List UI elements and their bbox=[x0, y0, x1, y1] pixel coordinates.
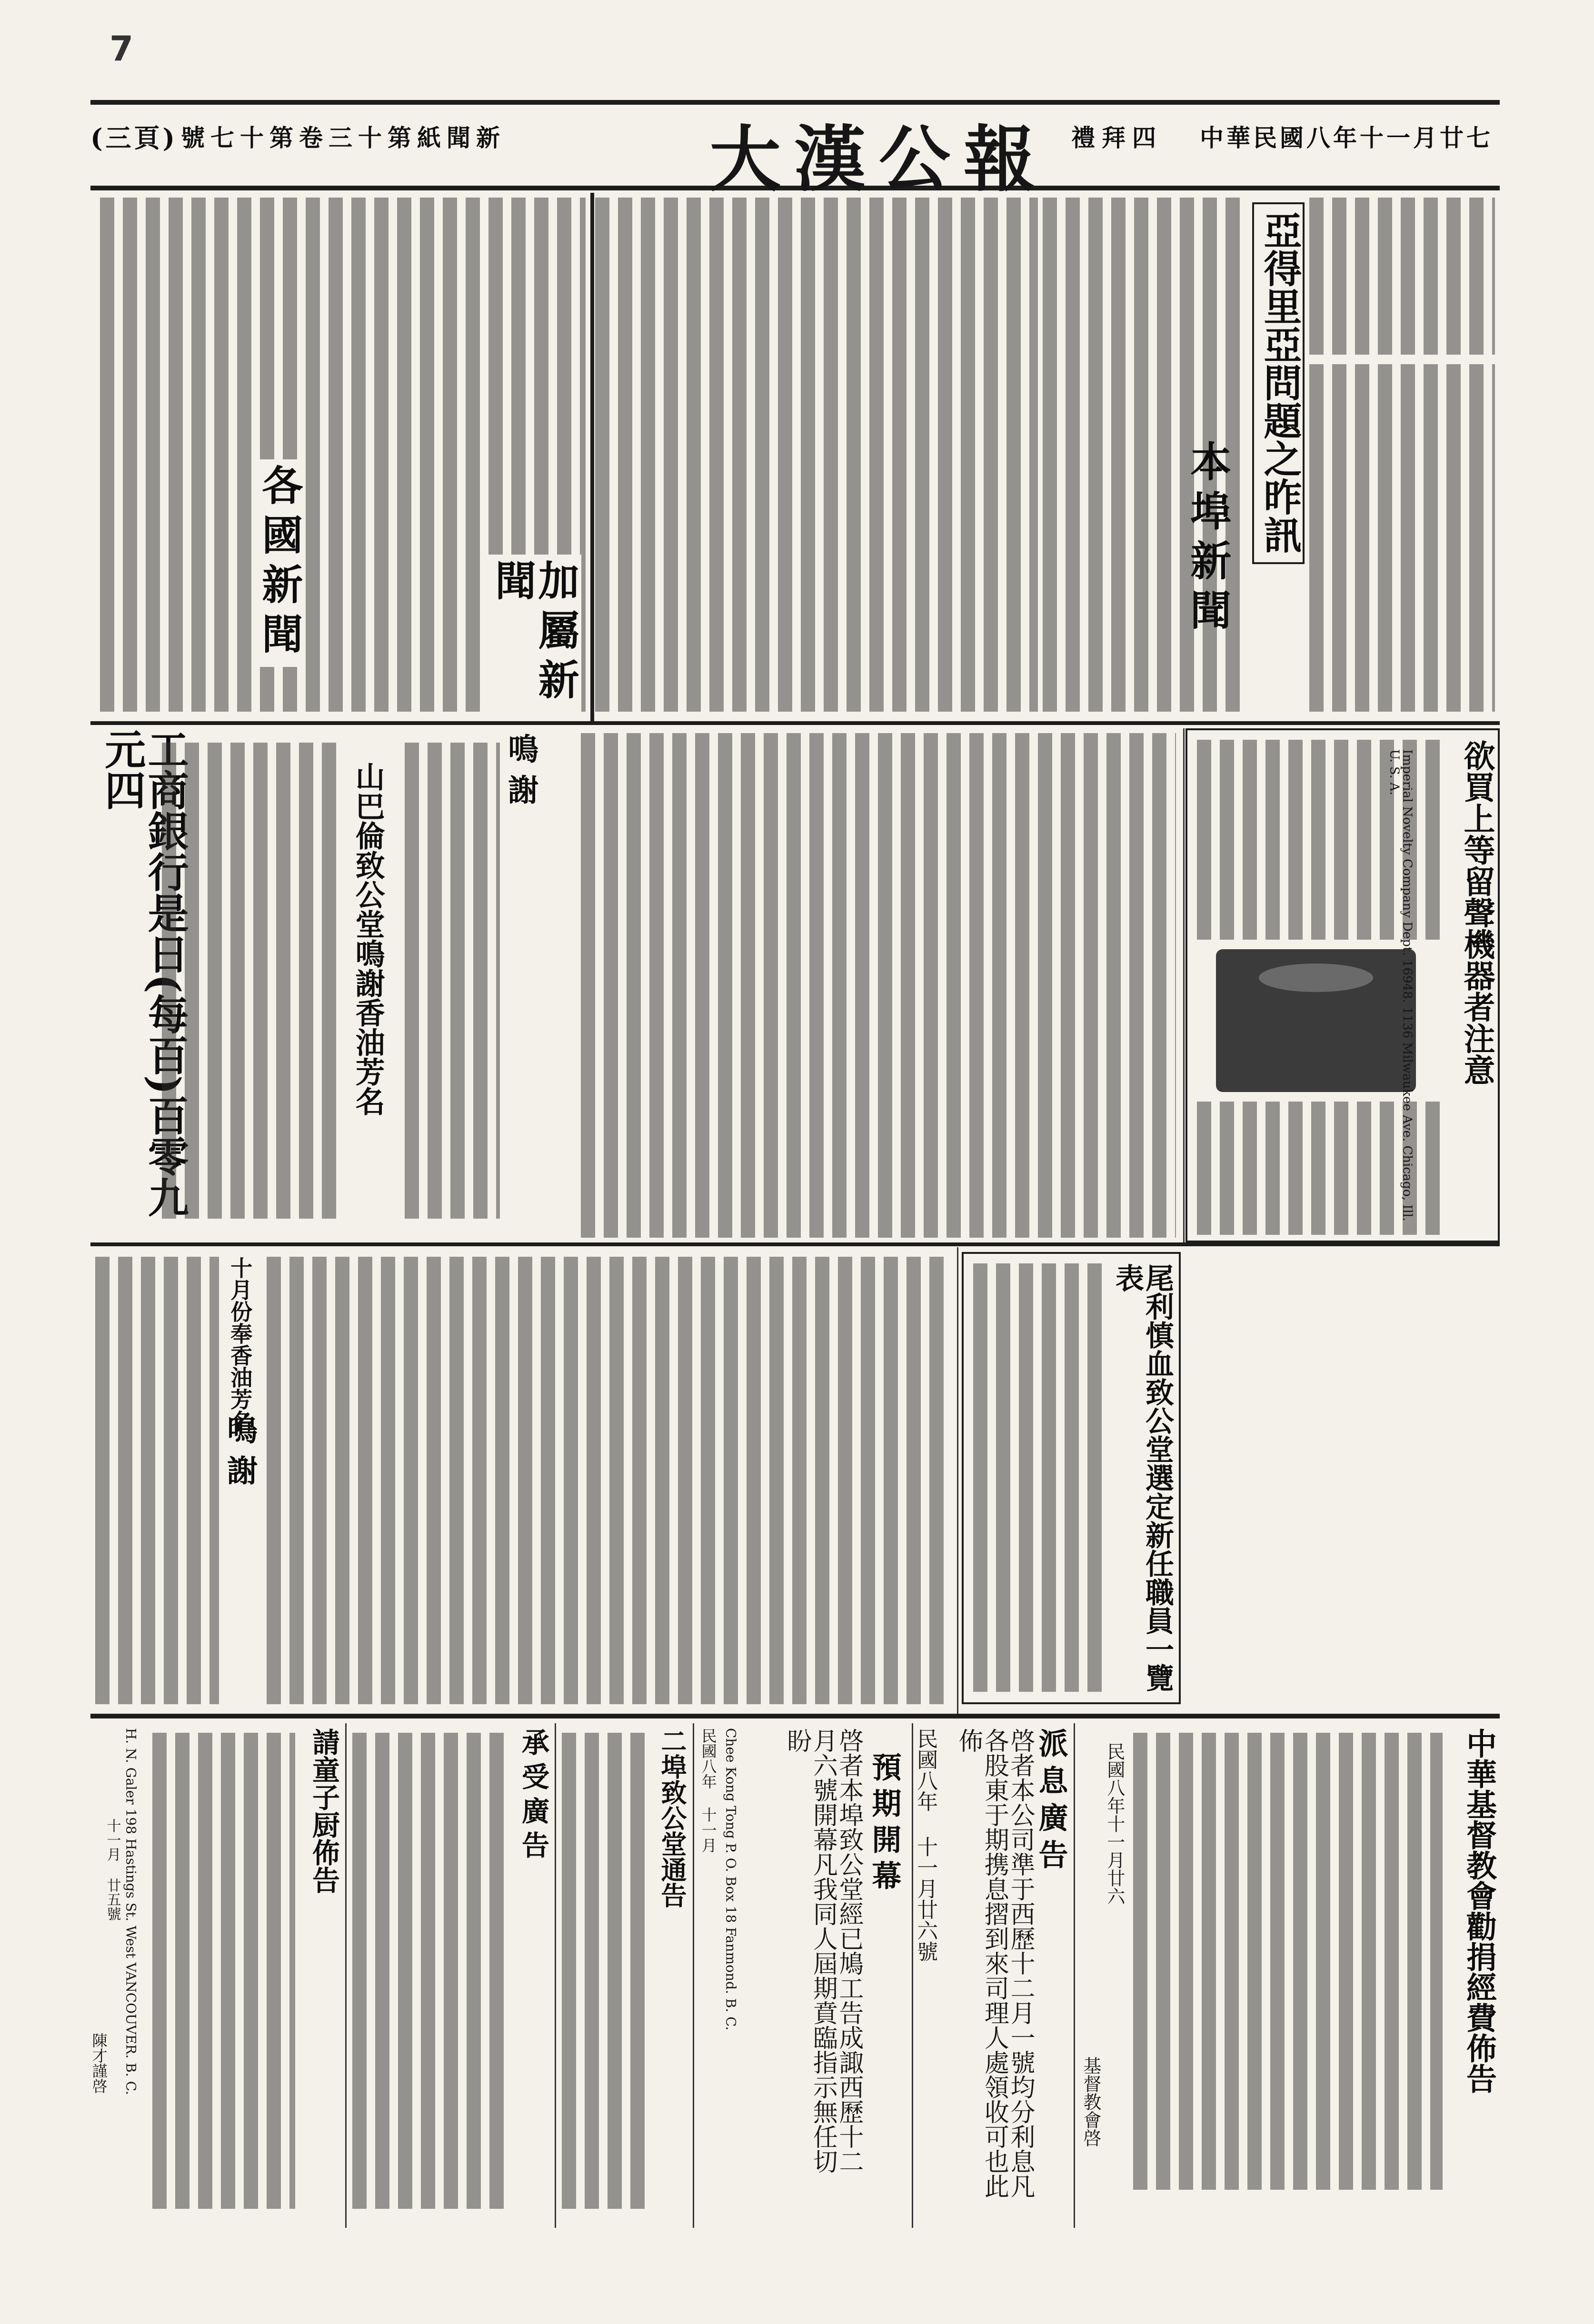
oil-donors-title: 十月份奉香油芳名 bbox=[227, 1257, 253, 1432]
lead-article-body bbox=[1309, 364, 1495, 712]
top-news-section bbox=[90, 193, 1500, 721]
local-notices-text bbox=[581, 733, 1176, 1238]
acceptance-text bbox=[352, 1733, 509, 2209]
preview-opening-notice bbox=[695, 1723, 905, 2228]
bank-rate-notice: 工商銀行是日(每百)百零九元四 bbox=[98, 728, 189, 1218]
dividend-notice bbox=[914, 1723, 1071, 2228]
thanks-text bbox=[405, 743, 500, 1219]
masthead bbox=[90, 100, 1500, 201]
oil-donors-list-2 bbox=[267, 1257, 952, 1704]
phonograph-address: Imperial Novelty Company Dept. 16948. 1136 Milwaukee Ave. Chicago, Ill. U. S. A. bbox=[1387, 749, 1415, 1222]
acceptance-title: 承受廣告 bbox=[517, 1728, 549, 1865]
incense-donors-title: 山巴倫致公堂鳴謝香油芳名 bbox=[350, 762, 386, 1116]
hiring-text bbox=[152, 1733, 295, 2209]
hiring-date: 十一月 廿五號 bbox=[104, 1818, 121, 1921]
masthead-serial: 號七十第卷三十第紙聞新 bbox=[181, 124, 506, 152]
preview-date: 民國八年 十一月 bbox=[699, 1728, 717, 1853]
acceptance-notice bbox=[348, 1723, 552, 2228]
local-news-title: 本埠新聞 bbox=[1183, 440, 1232, 638]
oil-donors-list bbox=[95, 1257, 219, 1704]
hiring-title: 請童子厨佈告 bbox=[308, 1728, 340, 1894]
election-notice bbox=[962, 1252, 1181, 1704]
election-list bbox=[973, 1263, 1102, 1692]
second-port-notice bbox=[557, 1723, 690, 2228]
hiring-notice bbox=[90, 1723, 343, 2228]
masthead-date: 中華民國八年十一月廿七 bbox=[1200, 124, 1493, 152]
second-port-text bbox=[562, 1733, 652, 2209]
second-port-title: 二埠致公堂通告 bbox=[657, 1728, 687, 1908]
church-notice bbox=[1076, 1723, 1500, 2228]
hiring-address: H. N. Galer 198 Hastings St. West VANCOUVER. B. C. bbox=[123, 1728, 139, 2095]
incense-donors-list bbox=[162, 743, 343, 1219]
church-title: 中華基督教會勸捐經費佈告 bbox=[1461, 1728, 1497, 2094]
church-date: 民國八年十一月廿六 bbox=[1104, 1742, 1125, 1905]
thanks-heading: 鳴謝 bbox=[503, 733, 539, 815]
attached-news-heading bbox=[486, 555, 581, 721]
dividend-date: 民國八年 十一月廿六號 bbox=[913, 1728, 938, 1962]
page-corner-mark: 7 bbox=[110, 29, 134, 69]
election-title: 尾利慎血致公堂選定新任職員一覽表 bbox=[1111, 1263, 1174, 1692]
masthead-page-no: (三頁) bbox=[90, 123, 178, 153]
foreign-news-heading bbox=[252, 459, 305, 667]
dividend-title: 派息廣告 bbox=[1034, 1728, 1068, 1877]
thanks-heading-2: 鳴謝 bbox=[222, 1414, 258, 1496]
local-news-heading bbox=[1183, 440, 1232, 638]
attached-news-title: 加屬新聞 bbox=[488, 559, 579, 708]
lead-article-text bbox=[1309, 198, 1495, 355]
phonograph-ad bbox=[1186, 728, 1500, 1242]
hiring-signature: 陳才謹啓 bbox=[90, 2033, 108, 2094]
local-news-text bbox=[595, 198, 1038, 712]
church-text bbox=[1133, 1733, 1443, 2190]
masthead-weekday: 禮拜四 bbox=[1071, 124, 1163, 152]
masthead-title: 大漢公報 bbox=[709, 118, 1049, 201]
foreign-news-title: 各國新聞 bbox=[255, 464, 303, 662]
phonograph-image bbox=[1216, 949, 1416, 1092]
preview-body: 啓者本埠致公堂經已鳩工告成諏西歷十二月六號開幕凡我同人屆期賁臨指示無任切盼 bbox=[782, 1728, 863, 2174]
church-signature: 基督教會啓 bbox=[1080, 2056, 1101, 2147]
preview-title: 預期開幕 bbox=[867, 1752, 902, 1897]
lead-headline-text: 亞得里亞問題之昨訊 bbox=[1257, 211, 1302, 554]
phonograph-turntable bbox=[1259, 963, 1373, 992]
dividend-body: 啓者本公司準于西歷十二月一號均分利息凡各股東于期携息摺到來司理人處領收可也此佈 bbox=[954, 1728, 1035, 2198]
preview-address: Chee Kong Tong P. O. Box 18 Fanmond. B. C. bbox=[723, 1728, 739, 2031]
lead-headline bbox=[1252, 202, 1305, 564]
phonograph-title: 欲買上等留聲機器者注意 bbox=[1458, 740, 1495, 1085]
